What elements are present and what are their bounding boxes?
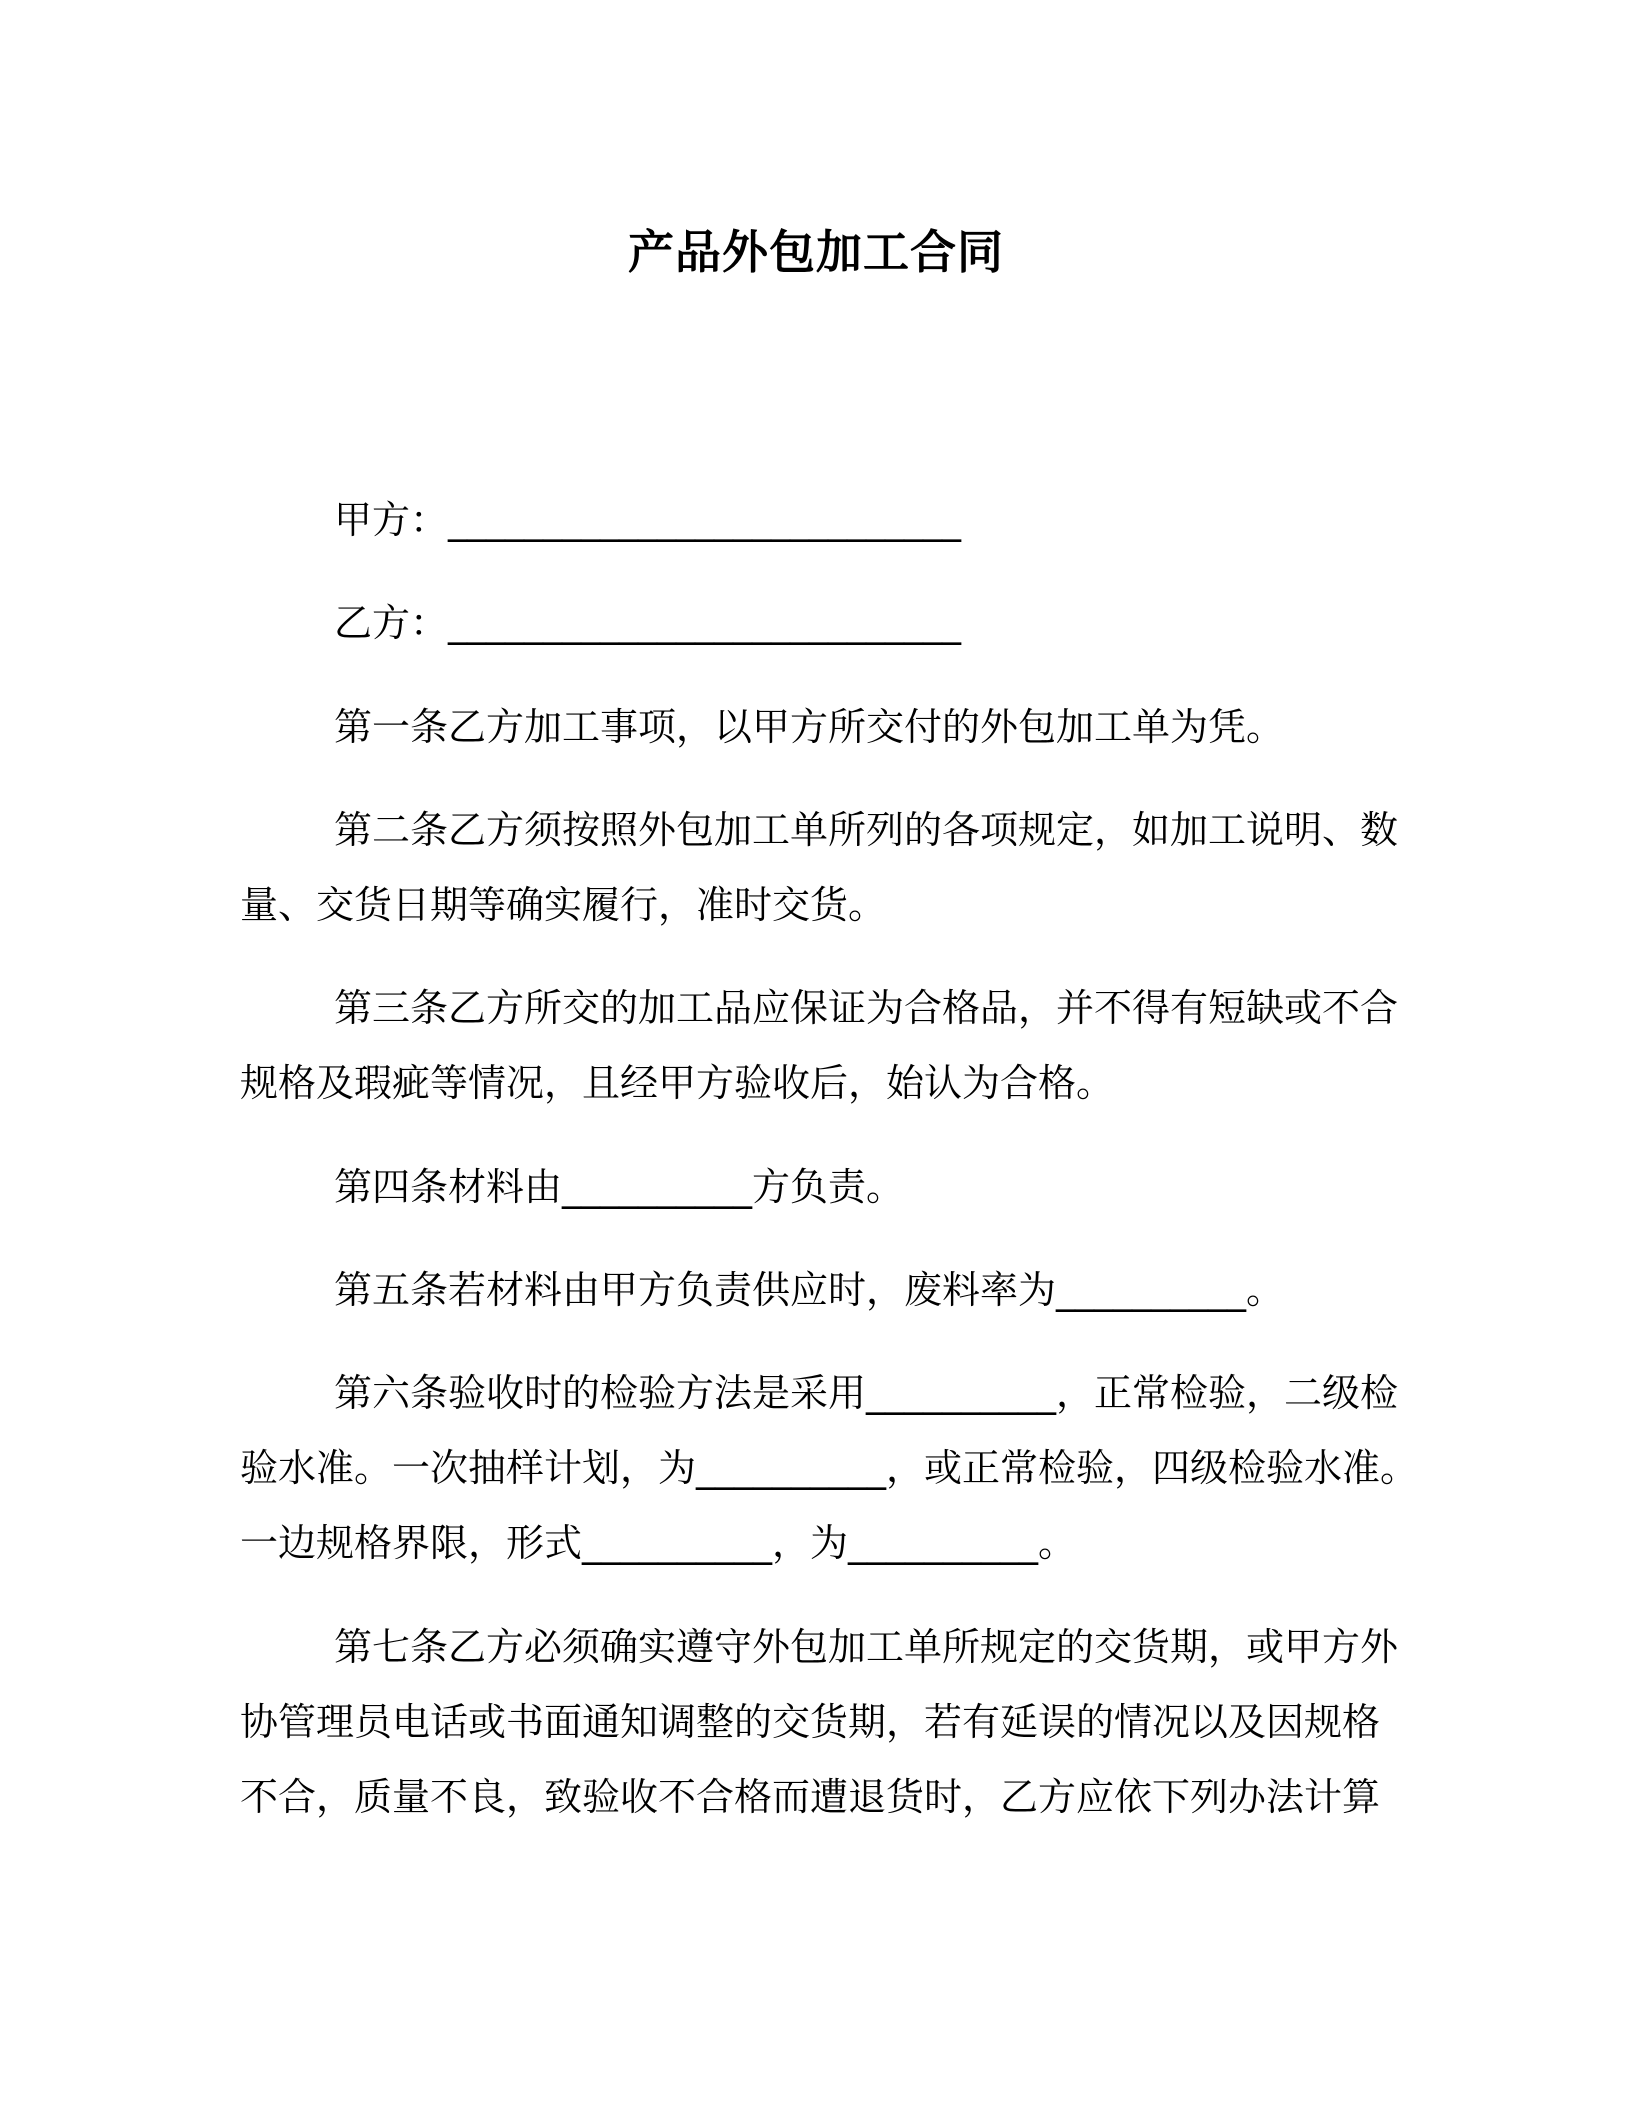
document-title: 产品外包加工合同 xyxy=(628,225,1004,279)
article-7-line-1: 第七条乙方必须确实遵守外包加工单所规定的交货期，或甲方外 xyxy=(334,1625,1399,1669)
article-6-line-3: 一边规格界限，形式__________，为__________。 xyxy=(240,1521,1077,1565)
article-1-line-1: 第一条乙方加工事项，以甲方所交付的外包加工单为凭。 xyxy=(334,705,1285,749)
article-7-line-2: 协管理员电话或书面通知调整的交货期，若有延误的情况以及因规格 xyxy=(240,1700,1381,1744)
article-6-line-2: 验水准。一次抽样计划，为__________，或正常检验，四级检验水准。 xyxy=(240,1446,1419,1490)
article-6-line-1: 第六条验收时的检验方法是采用__________，正常检验，二级检 xyxy=(334,1371,1399,1415)
article-3-line-1: 第三条乙方所交的加工品应保证为合格品，并不得有短缺或不合 xyxy=(334,986,1399,1030)
article-2-line-1: 第二条乙方须按照外包加工单所列的各项规定，如加工说明、数 xyxy=(334,808,1399,852)
party-b-line: 乙方：___________________________ xyxy=(334,601,962,645)
article-3-line-2: 规格及瑕疵等情况，且经甲方验收后，始认为合格。 xyxy=(240,1061,1115,1105)
party-a-line: 甲方：___________________________ xyxy=(334,498,962,542)
article-5-line-1: 第五条若材料由甲方负责供应时，废料率为__________。 xyxy=(334,1268,1285,1312)
article-7-line-3: 不合，质量不良，致验收不合格而遭退货时，乙方应依下列办法计算 xyxy=(240,1775,1381,1819)
article-2-line-2: 量、交货日期等确实履行，准时交货。 xyxy=(240,883,887,927)
article-4-line-1: 第四条材料由__________方负责。 xyxy=(334,1165,905,1209)
